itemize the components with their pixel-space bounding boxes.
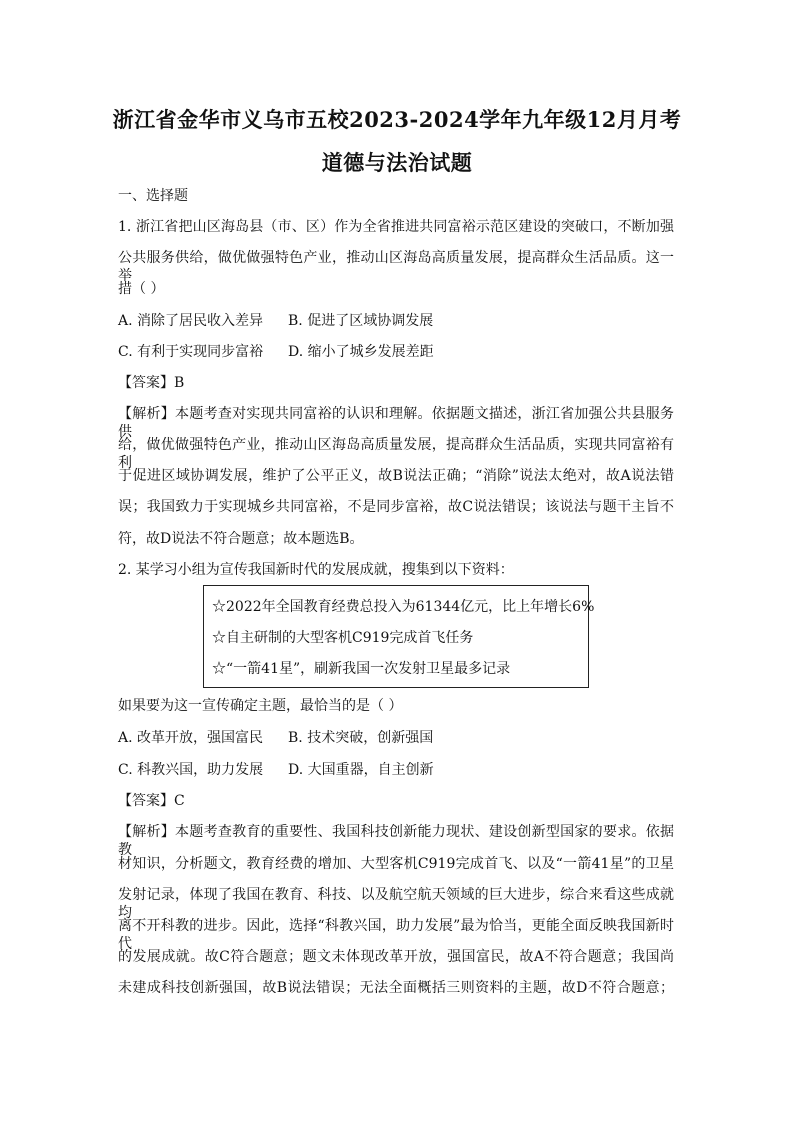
q1-answer: 【答案】B bbox=[118, 375, 185, 391]
q2-option-row bbox=[118, 761, 434, 779]
q1-analysis-line: 【解析】本题考查对实现共同富裕的认识和理解。依据题文描述，浙江省加强公共县服务供 bbox=[118, 406, 674, 440]
q2-answer: 【答案】C bbox=[118, 793, 185, 809]
q2-analysis-line: 的发展成就。故C符合题意；题文未体现改革开放，强国富民，故A不符合题意；我国尚 bbox=[118, 949, 674, 965]
q1-stem-line: 公共服务供给，做优做强特色产业，推动山区海岛高质量发展，提高群众生活品质。这一举 bbox=[118, 250, 674, 284]
q2-material-item: ☆自主研制的大型客机C919完成首飞任务 bbox=[212, 630, 474, 646]
q1-stem-line: 1. 浙江省把山区海岛县（市、区）作为全省推进共同富裕示范区建设的突破口，不断加强 bbox=[118, 219, 674, 235]
q2-option-row bbox=[118, 729, 434, 747]
q1-analysis-line: 于促进区域协调发展，维护了公平正义，故B说法正确；“消除”说法太绝对，故A说法错 bbox=[118, 468, 674, 484]
q1-option-b: B. 促进了区域协调发展 bbox=[288, 313, 434, 329]
q2-option-d: D. 大国重器，自主创新 bbox=[288, 762, 434, 778]
section-heading: 一、选择题 bbox=[118, 188, 188, 204]
q1-option-row bbox=[118, 312, 434, 330]
q2-question: 如果要为这一宣传确定主题，最恰当的是（ ） bbox=[118, 698, 403, 714]
document-title-line1: 浙江省金华市义乌市五校2023-2024学年九年级12月月考 bbox=[112, 107, 682, 132]
document-title-line2: 道德与法治试题 bbox=[321, 150, 473, 175]
q2-material-item: ☆2022年全国教育经费总投入为61344亿元，比上年增长6% bbox=[212, 599, 595, 615]
q2-material-box bbox=[203, 585, 595, 688]
q1-option-d: D. 缩小了城乡发展差距 bbox=[288, 344, 434, 360]
q2-analysis-line: 【解析】本题考查教育的重要性、我国科技创新能力现状、建设创新型国家的要求。依据教 bbox=[118, 824, 674, 858]
q2-material-item: ☆“一箭41星”，刷新我国一次发射卫星最多记录 bbox=[212, 661, 511, 677]
q1-analysis-line: 给，做优做强特色产业，推动山区海岛高质量发展，提高群众生活品质，实现共同富裕有利 bbox=[118, 437, 674, 471]
q2-analysis-line: 材知识，分析题文，教育经费的增加、大型客机C919完成首飞、以及“一箭41星”的卫星 bbox=[118, 856, 674, 872]
q2-option-b: B. 技术突破，创新强国 bbox=[288, 730, 434, 746]
q1-option-row bbox=[118, 343, 434, 361]
q2-analysis-line: 发射记录，体现了我国在教育、科技、以及航空航天领域的巨大进步，综合来看这些成就均 bbox=[118, 887, 674, 921]
q2-stem: 2. 某学习小组为宣传我国新时代的发展成就，搜集到以下资料： bbox=[118, 562, 514, 578]
q2-option-a: A. 改革开放，强国富民 bbox=[118, 730, 264, 746]
q2-option-c: C. 科教兴国，助力发展 bbox=[118, 762, 264, 778]
q2-analysis-line: 离不开科教的进步。因此，选择“科教兴国，助力发展”最为恰当，更能全面反映我国新时代 bbox=[118, 918, 674, 952]
q1-stem-line: 措（ ） bbox=[118, 281, 165, 297]
q1-option-a: A. 消除了居民收入差异 bbox=[118, 313, 264, 329]
q1-option-c: C. 有利于实现同步富裕 bbox=[118, 344, 264, 360]
q1-analysis-line: 符，故D说法不符合题意；故本题选B。 bbox=[118, 531, 364, 547]
q1-analysis-line: 误；我国致力于实现城乡共同富裕，不是同步富裕，故C说法错误；该说法与题干主旨不 bbox=[118, 499, 674, 515]
q2-analysis-line: 未建成科技创新强国，故B说法错误；无法全面概括三则资料的主题，故D不符合题意； bbox=[118, 980, 674, 996]
